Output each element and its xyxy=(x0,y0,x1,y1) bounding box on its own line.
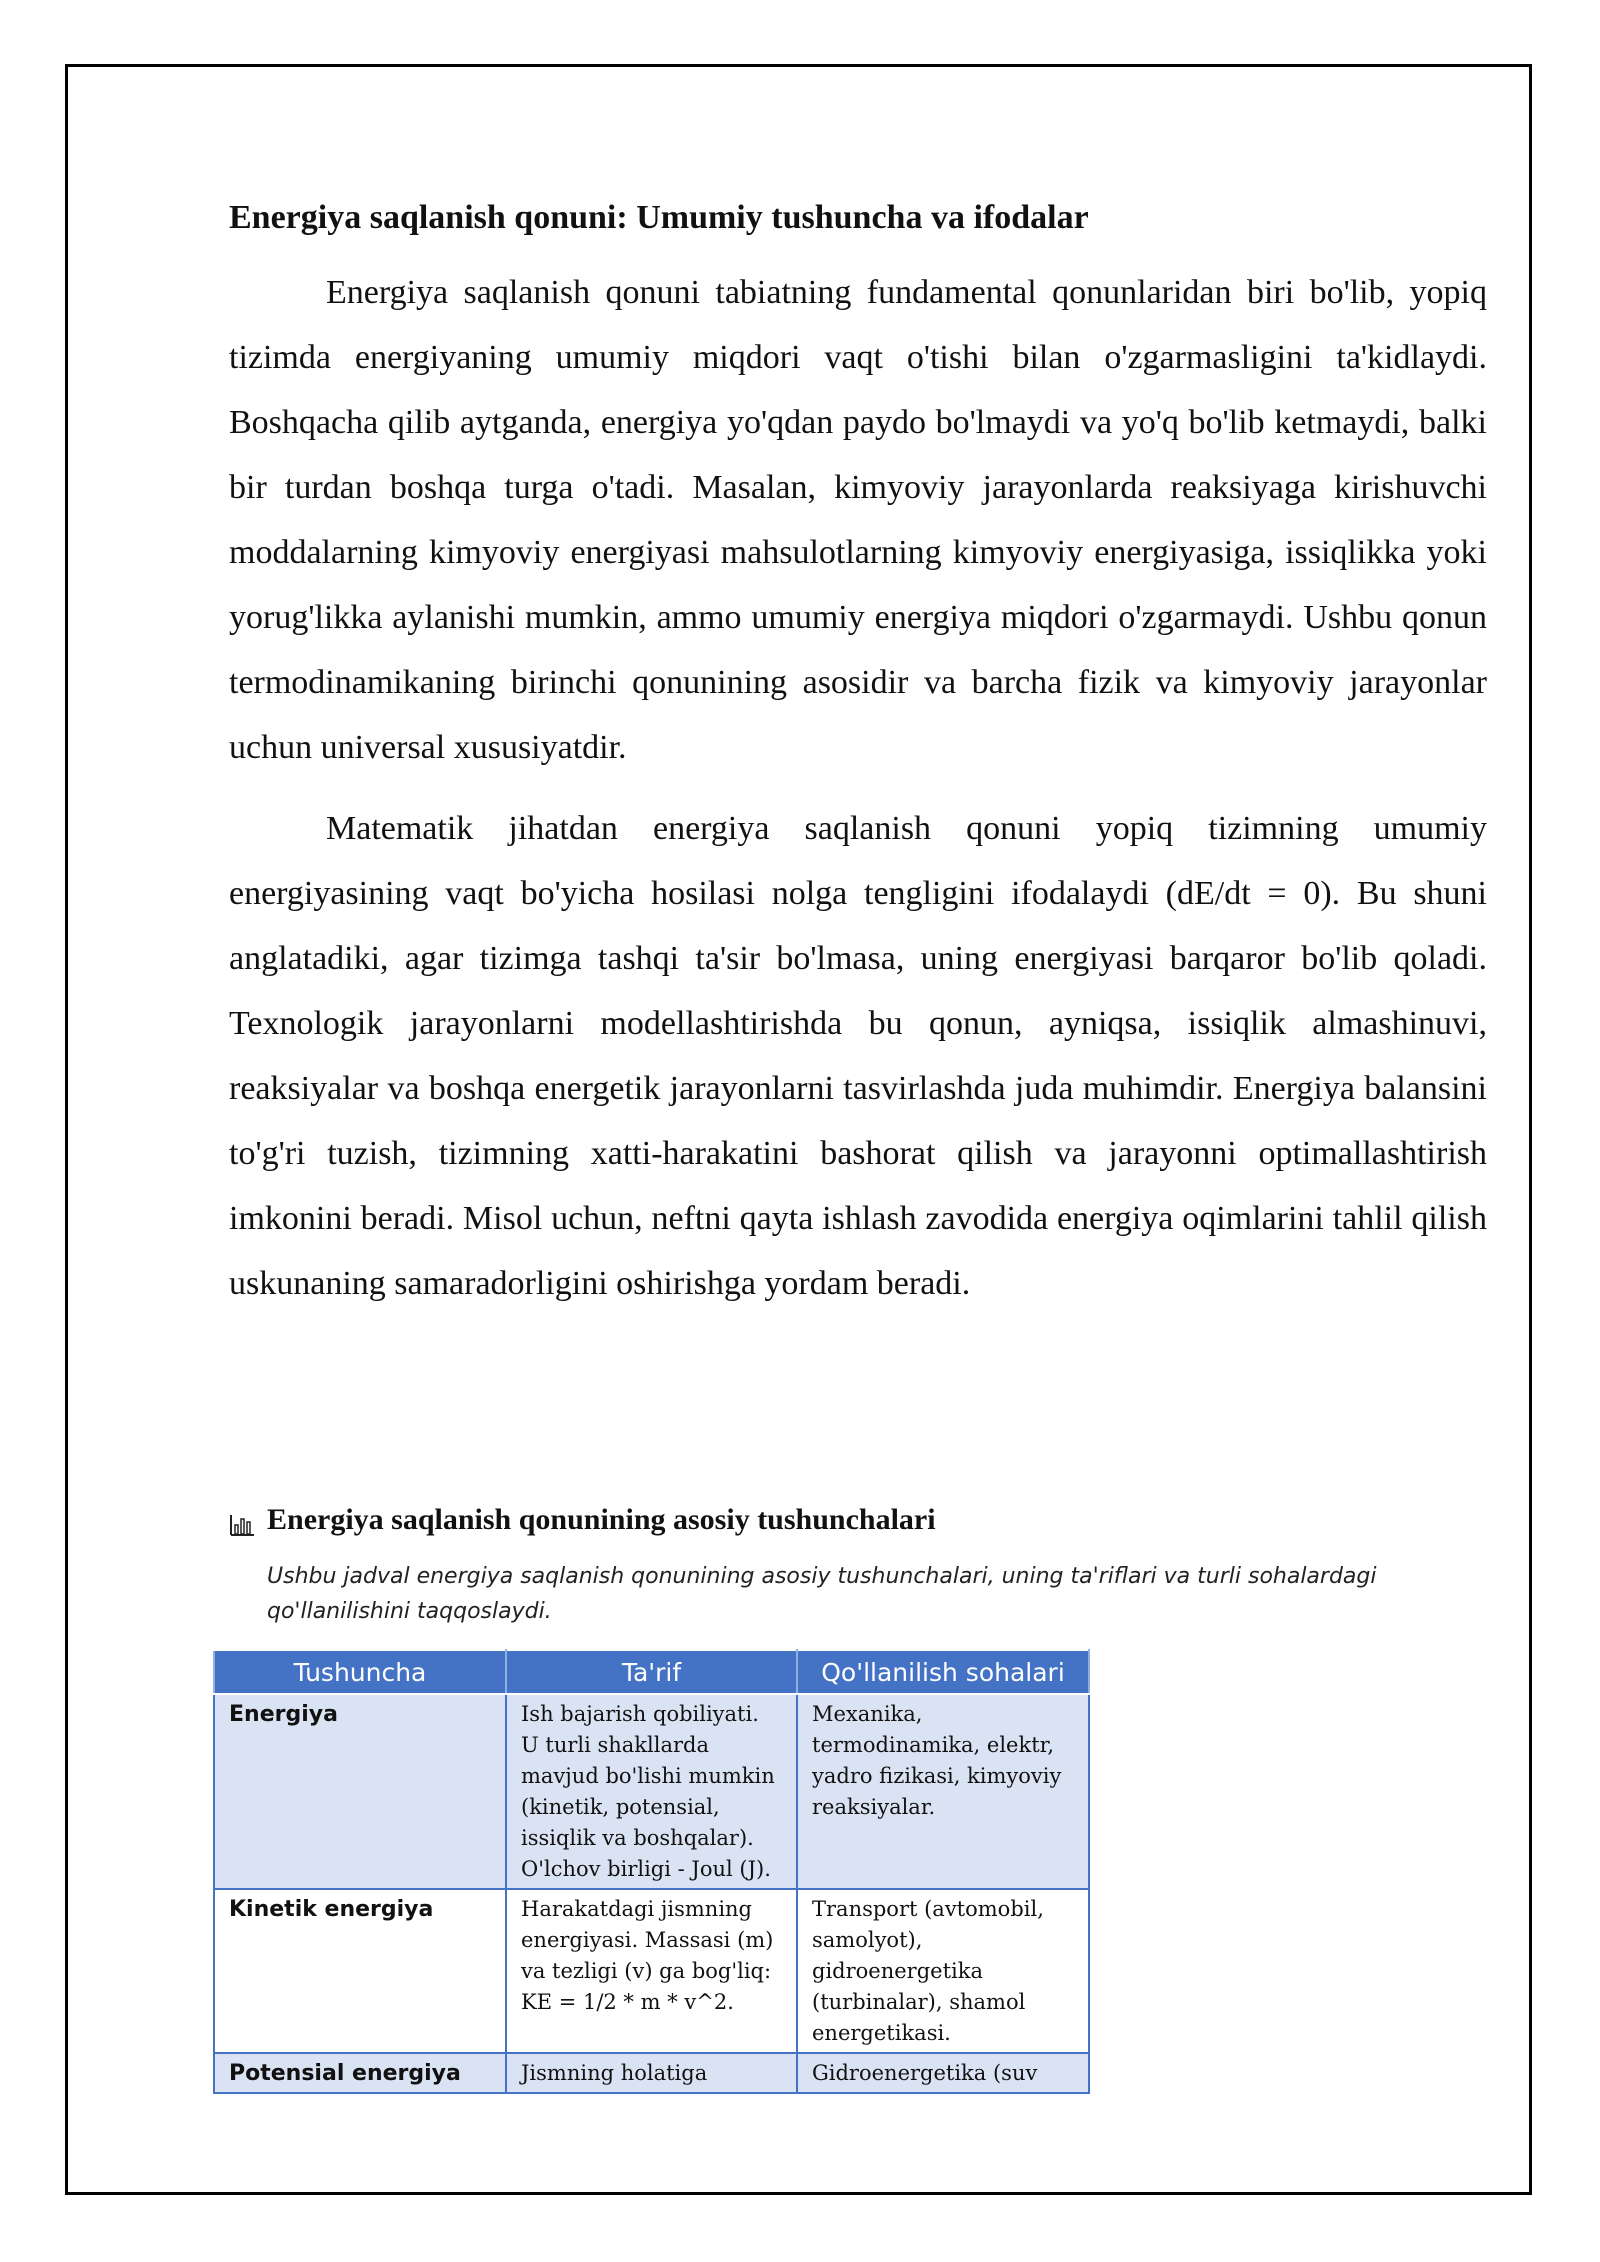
document-title: Energiya saqlanish qonuni: Umumiy tushuncha va ifodalar xyxy=(229,199,1089,236)
table-header-row xyxy=(214,1650,1089,1694)
applications-cell: Transport (avtomobil, samolyot), gidroenergetika (turbinalar), shamol energetikasi. xyxy=(797,1889,1089,2053)
document-body xyxy=(229,196,1487,1332)
section-heading-text: Energiya saqlanish qonunining asosiy tushunchalari xyxy=(267,1503,936,1536)
table-caption: Ushbu jadval energiya saqlanish qonunining asosiy tushunchalari, uning ta'riflari va turli sohalardagi qo'llanilishini taqqoslaydi. xyxy=(267,1564,1377,1624)
table-row xyxy=(214,1694,1089,1889)
paragraph-2: Matematik jihatdan energiya saqlanish qonuni yopiq tizimning umumiy energiyasining vaqt bo'yicha hosilasi nolga tengligini ifodalaydi (dE/dt = 0). Bu shuni anglatadiki, agar tizimga tashqi ta'sir bo'lmasa, uning energiyasi barqaror bo'lib qoladi. Texnologik jarayonlarni modellashtirishda bu qonun, ayniqsa, issiqlik almashinuvi, reaksiyalar va boshqa energetik jarayonlarni tasvirlashda juda muhimdir. Energiya balansini to'g'ri tuzish, tizimning xatti-harakatini bashorat qilish va jarayonni optimallashtirish imkonini beradi. Misol uchun, neftni qayta ishlash zavodida energiya oqimlarini tahlil qilish uskunaning samaradorligini oshirishga yordam beradi. xyxy=(229,810,1487,1303)
term-cell: Potensial energiya xyxy=(214,2053,506,2093)
definition-cell: Ish bajarish qobiliyati. U turli shakllarda mavjud bo'lishi mumkin (kinetik, potensial, issiqlik va boshqalar). O'lchov birligi - Joul (J). xyxy=(506,1694,797,1889)
term-cell: Energiya xyxy=(214,1694,506,1889)
table-row xyxy=(214,1889,1089,2053)
term-cell: Kinetik energiya xyxy=(214,1889,506,2053)
table-row xyxy=(214,2053,1089,2093)
applications-cell: Mexanika, termodinamika, elektr, yadro fizikasi, kimyoviy reaksiyalar. xyxy=(797,1694,1089,1889)
column-header: Qo'llanilish sohalari xyxy=(797,1650,1089,1694)
column-header: Tushuncha xyxy=(214,1650,506,1694)
paragraph-1: Energiya saqlanish qonuni tabiatning fundamental qonunlaridan biri bo'lib, yopiq tizimda energiyaning umumiy miqdori vaqt o'tishi bilan o'zgarmasligini ta'kidlaydi. Boshqacha qilib aytganda, energiya yo'qdan paydo bo'lmaydi va yo'q bo'lib ketmaydi, balki bir turdan boshqa turga o'tadi. Masalan, kimyoviy jarayonlarda reaksiyaga kirishuvchi moddalarning kimyoviy energiyasi mahsulotlarning kimyoviy energiyasiga, issiqlikka yoki yorug'likka aylanishi mumkin, ammo umumiy energiya miqdori o'zgarmaydi. Ushbu qonun termodinamikaning birinchi qonunining asosidir va barcha fizik va kimyoviy jarayonlar uchun universal xususiyatdir. xyxy=(229,274,1487,767)
section-heading xyxy=(229,1500,1487,1539)
concepts-table xyxy=(213,1649,1090,2094)
table-section xyxy=(229,1500,1487,1629)
bar-chart-icon xyxy=(229,1508,255,1532)
column-header: Ta'rif xyxy=(506,1650,797,1694)
applications-cell: Gidroenergetika (suv xyxy=(797,2053,1089,2093)
definition-cell: Jismning holatiga xyxy=(506,2053,797,2093)
definition-cell: Harakatdagi jismning energiyasi. Massasi (m) va tezligi (v) ga bog'liq: KE = 1/2 * m * v^2. xyxy=(506,1889,797,2053)
